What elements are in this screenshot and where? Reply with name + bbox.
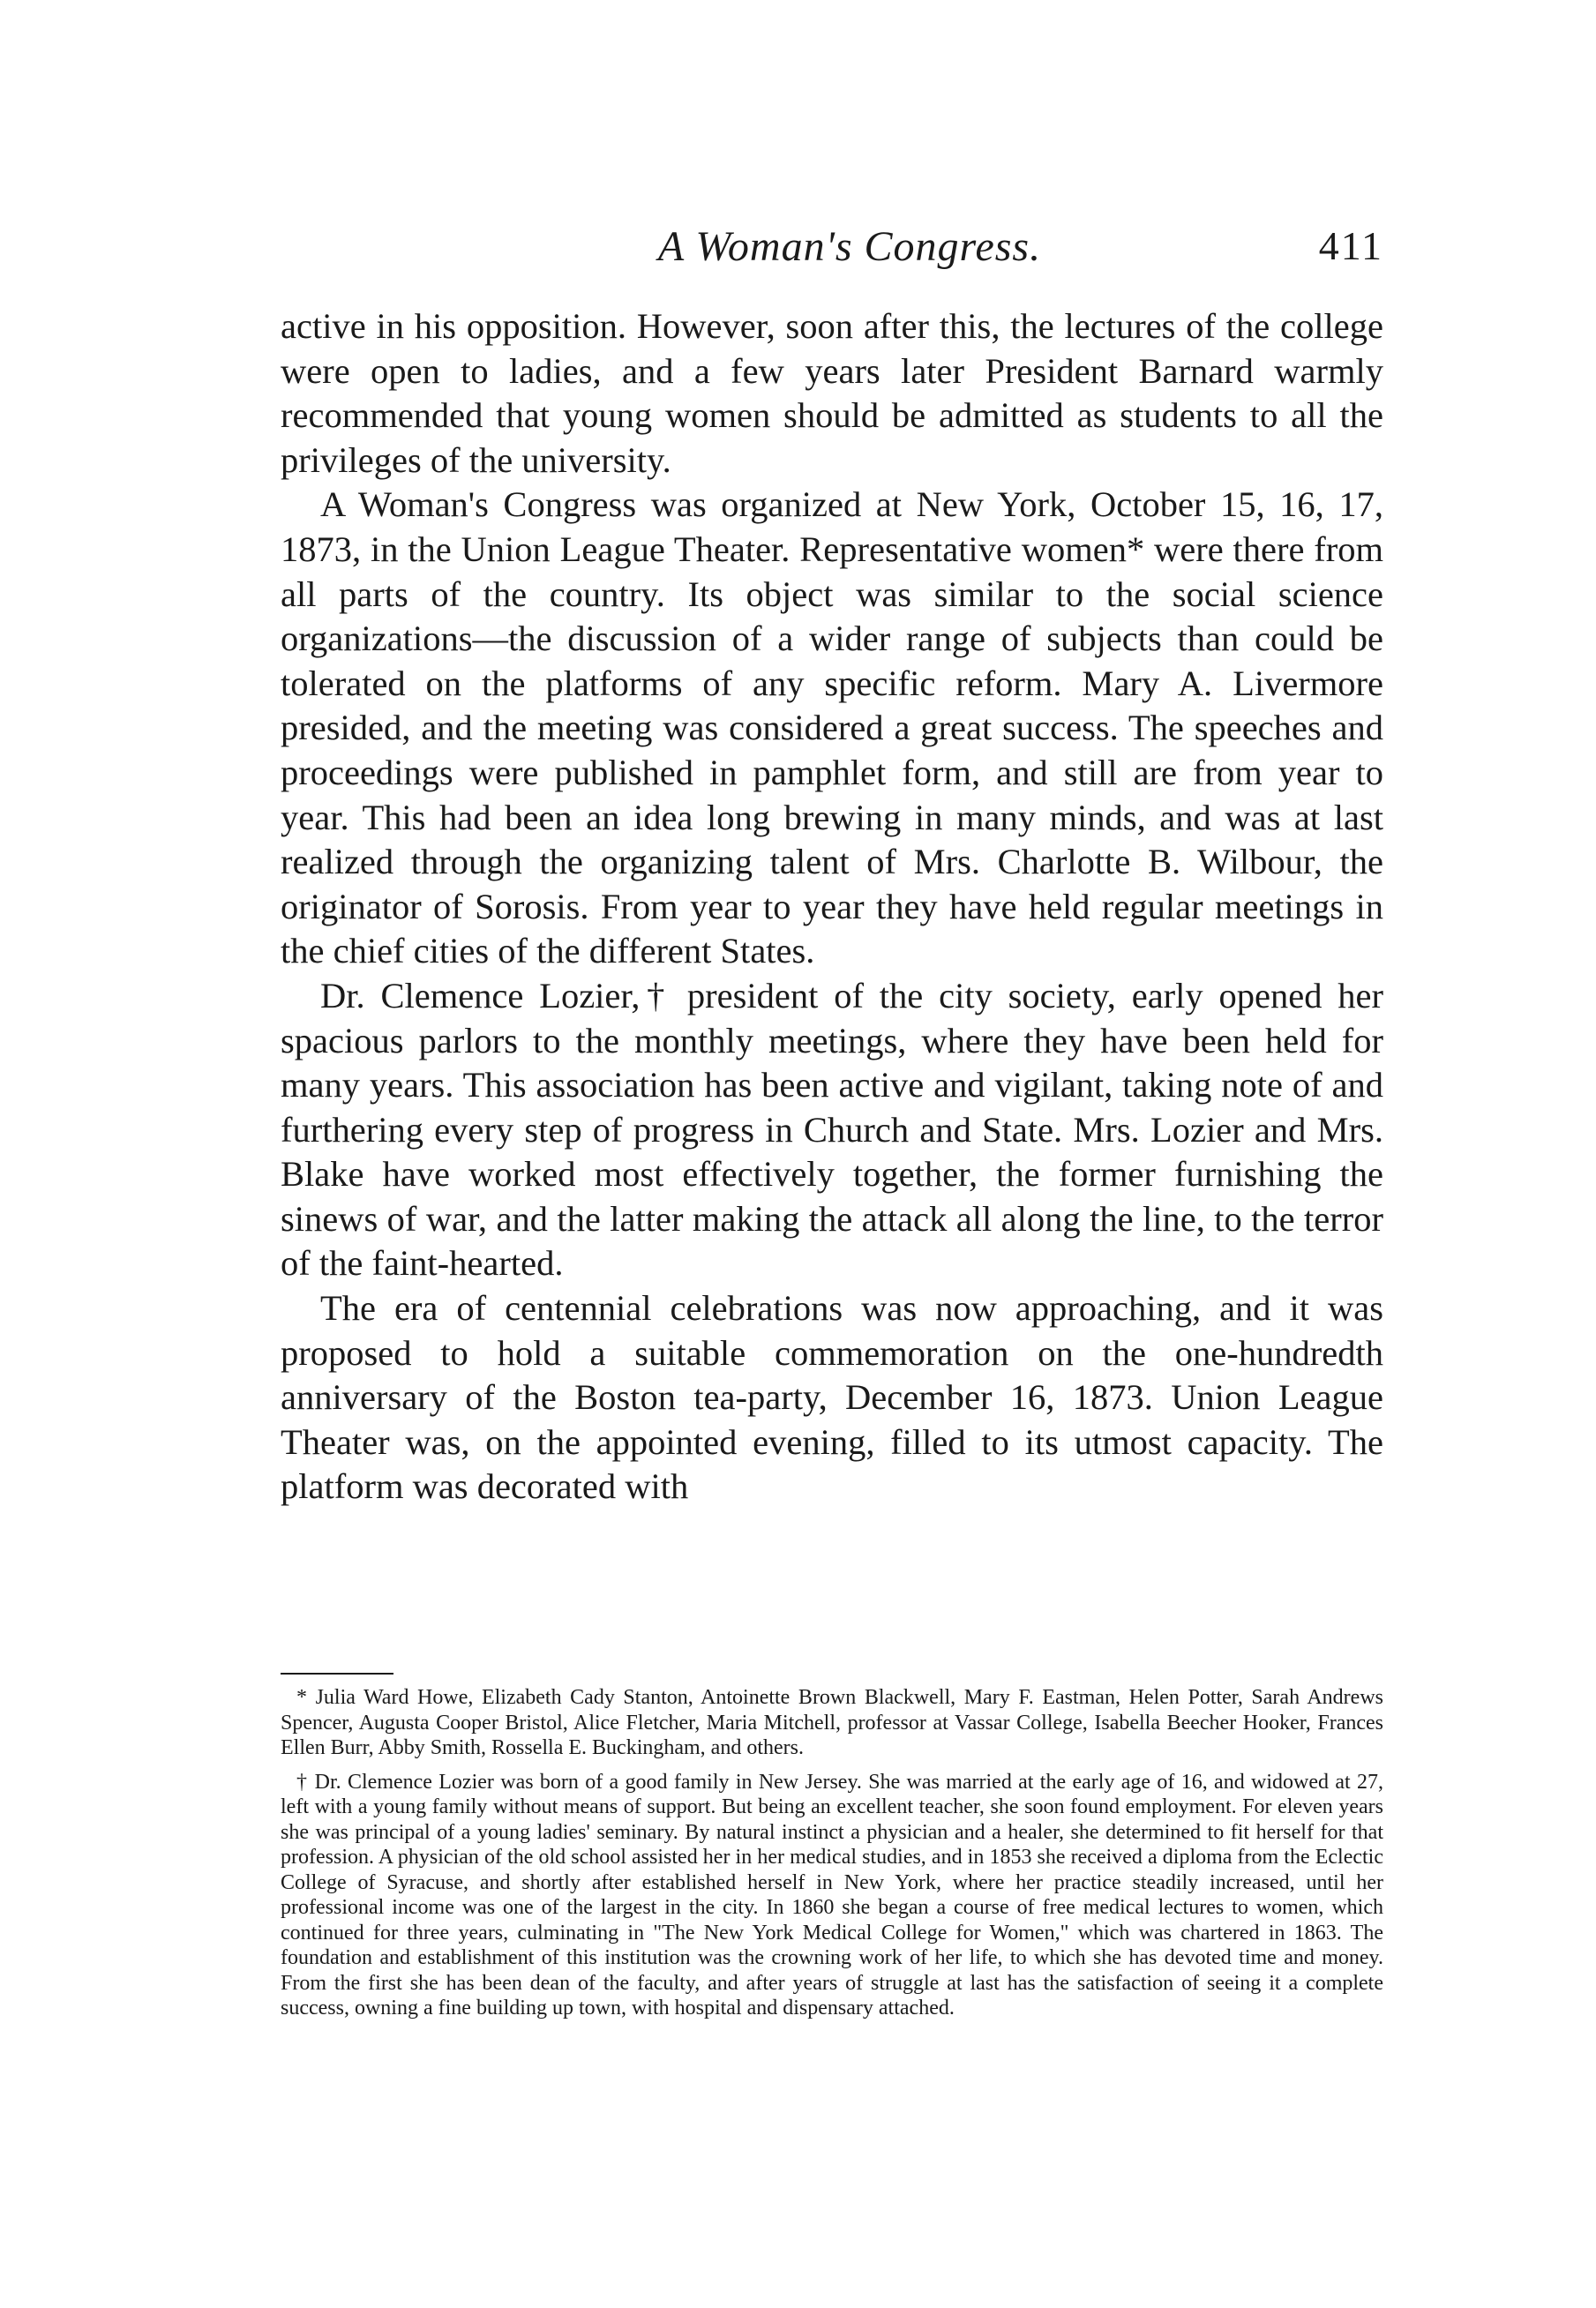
footnotes — [281, 1685, 1383, 2030]
footnote-asterisk: * Julia Ward Howe, Elizabeth Cady Stanton, Antoinette Brown Blackwell, Mary F. Eastman, Helen Potter, Sarah Andrews Spencer, Augusta Cooper Bristol, Alice Fletcher, Maria Mitchell, professor at Vassar College, Isabella Beecher Hooker, Frances Ellen Burr, Abby Smith, Rossella E. Buckingham, and others. — [281, 1686, 1383, 1759]
footnote-rule — [281, 1673, 393, 1675]
running-title: A Woman's Congress. — [657, 223, 1042, 270]
paragraph-clemence-lozier: Dr. Clemence Lozier,† president of the city society, early opened her spacious parlors to the monthly meetings, where they have been held for many years. This association has been active and vigilant, taking note of and furthering every step of progress in Church and State. Mrs. Lozier and Mrs. Blake have worked most effectively together, the former furnishing the sinews of war, and the latter making the attack all along the line, to the terror of the faint-hearted. — [281, 975, 1383, 1284]
paragraph-centennial: The era of centennial celebrations was now approaching, and it was proposed to hold a suitable commemoration on the one-hundredth anniversary of the Boston tea-party, December 16, 1873. Union League Theater was, on the appointed evening, filled to its utmost capacity. The platform was decorated with — [281, 1288, 1383, 1507]
paragraph-womans-congress: A Woman's Congress was organized at New York, October 15, 16, 17, 1873, in the Union League Theater. Representative women* were there from all parts of the country. Its object was similar to the social science organizations—the discussion of a wider range of subjects than could be tolerated on the platforms of any specific reform. Mary A. Livermore presided, and the meeting was considered a great success. The speeches and proceedings were published in pamphlet form, and still are from year to year. This had been an idea long brewing in many minds, and was at last realized through the organizing talent of Mrs. Charlotte B. Wilbour, the originator of Sorosis. From year to year they have held regular meetings in the chief cities of the different States. — [281, 484, 1383, 971]
footnote-dagger: † Dr. Clemence Lozier was born of a good family in New Jersey. She was married at the early age of 16, and widowed at 27, left with a young family without means of support. But being an excellent teacher, she soon found employment. For eleven years she was principal of a young ladies' seminary. By natural instinct a physician and a healer, she determined to fit herself for that profession. A physician of the old school assisted her in her medical studies, and in 1853 she received a diploma from the Eclectic College of Syracuse, and shortly after established herself in New York, where her practice steadily increased, until her professional income was one of the largest in the city. In 1860 she began a course of free medical lectures to women, which continued for three years, culminating in "The New York Medical College for Women," which was chartered in 1863. The foundation and establishment of this institution was the crowning work of her life, to which she has devoted time and money. From the first she has been dean of the faculty, and after years of struggle at last has the satisfaction of seeing it a complete success, owning a fine building up town, with hospital and dispensary attached. — [281, 1770, 1383, 2020]
body-text — [281, 304, 1383, 1510]
paragraph-continued: active in his opposition. However, soon after this, the lectures of the college were open to ladies, and a few years later President Barnard warmly recommended that young women should be admitted as students to all the privileges of the university. — [281, 306, 1383, 480]
running-head — [281, 222, 1383, 284]
page-number: 411 — [1318, 223, 1383, 268]
